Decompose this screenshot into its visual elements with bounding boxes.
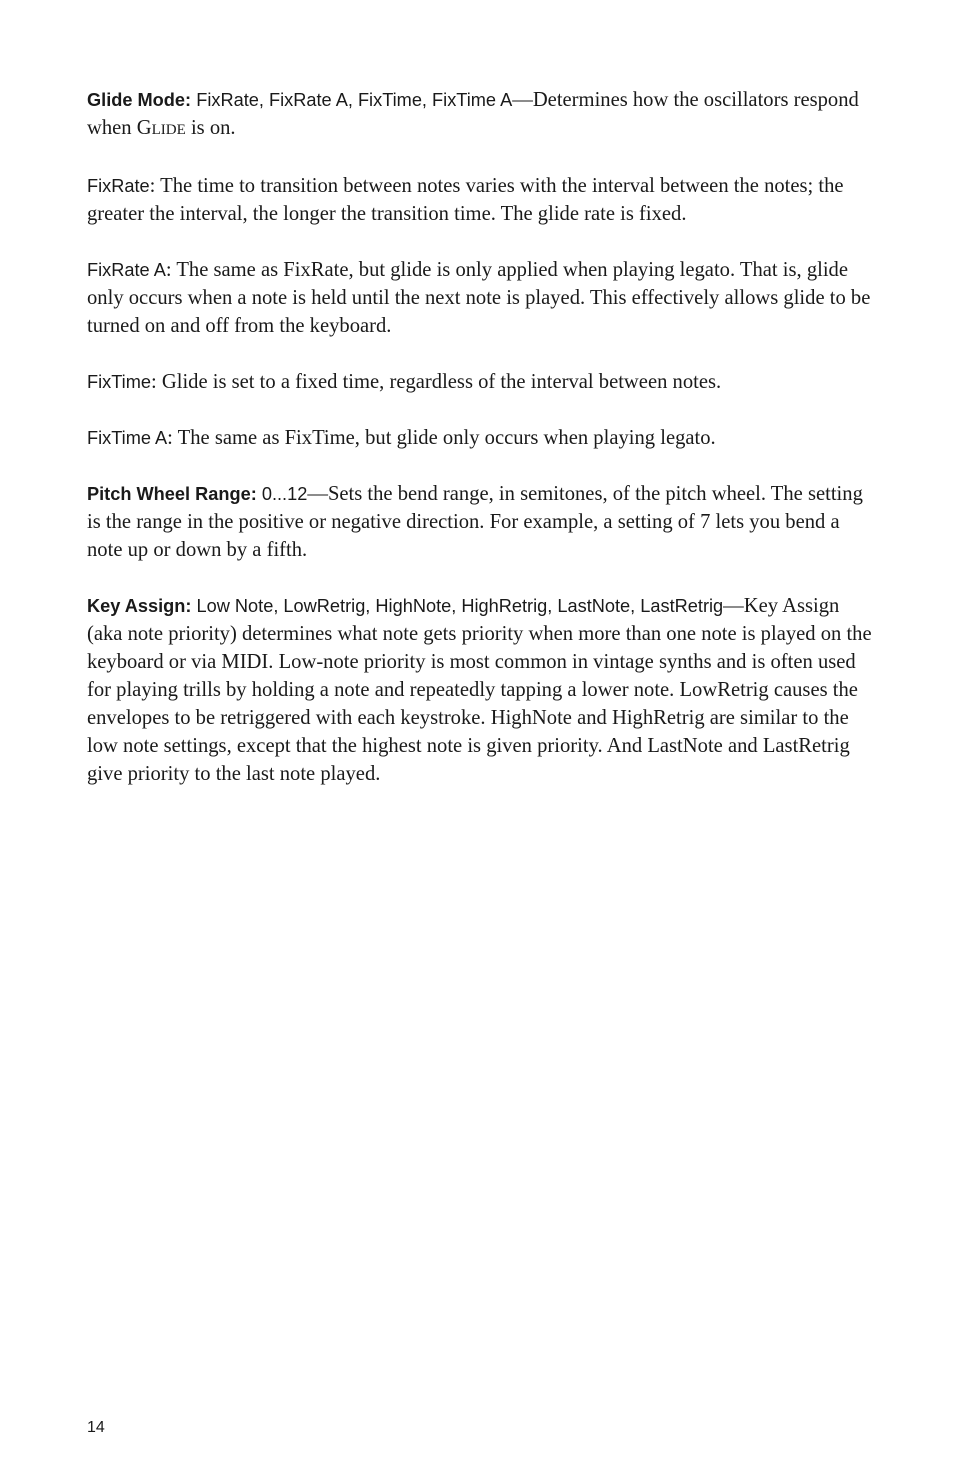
fixrate-term: FixRate (87, 176, 150, 196)
key-assign-desc: Key Assign (aka note priority) determines what note gets priority when more than one note is played on the keyboard or via MIDI. Low-note priority is most common in vintage synths and is often used for playing trills by holding a note and repeatedly tapping a lower note. LowRetrig causes the envelopes to be retriggered with each keystroke. HighNote and HighRetrig are similar to the low note settings, except that the highest note is given priority. And LastNote and LastRetrig give priority to the last note played. (87, 595, 872, 785)
fixtime-desc: : Glide is set to a fixed time, regardless of the interval between notes. (150, 371, 722, 393)
fixrate-desc: : The time to transition between notes varies with the interval between the notes; the greater the interval, the longer the transition time. The glide rate is fixed. (87, 175, 844, 225)
key-assign-paragraph (87, 592, 877, 788)
fixtime-a-paragraph (87, 424, 877, 452)
fixrate-a-desc: : The same as FixRate, but glide is only applied when playing legato. That is, glide only occurs when a note is held until the next note is played. This effectively allows glide to be turned on and off from the keyboard. (87, 259, 871, 337)
glide-mode-desc: Determines how the oscillators respond when (87, 89, 859, 139)
page-body (87, 86, 877, 816)
fixtime-a-desc: : The same as FixTime, but glide only occurs when playing legato. (167, 427, 716, 449)
pitch-wheel-dash: — (307, 483, 328, 505)
pitch-wheel-paragraph (87, 480, 877, 564)
fixtime-a-term: FixTime A (87, 428, 168, 448)
page-number: 14 (87, 1419, 105, 1436)
fixtime-paragraph (87, 368, 877, 396)
fixrate-paragraph (87, 172, 877, 228)
glide-mode-paragraph (87, 86, 877, 144)
pitch-wheel-options: 0...12 (256, 484, 308, 504)
glide-mode-desc-end: is on. (185, 117, 236, 139)
fixrate-a-term: FixRate A (87, 260, 166, 280)
key-assign-dash: — (723, 595, 744, 617)
glide-mode-label: Glide Mode: (87, 90, 192, 110)
fixrate-a-paragraph (87, 256, 877, 340)
key-assign-options: Low Note, LowRetrig, HighNote, HighRetrig, LastNote, LastRetrig (191, 596, 724, 616)
glide-smallcaps-initial: G (136, 117, 152, 139)
glide-mode-dash: — (512, 89, 533, 111)
fixtime-term: FixTime (87, 372, 151, 392)
key-assign-label: Key Assign: (87, 596, 192, 616)
pitch-wheel-label: Pitch Wheel Range: (87, 484, 257, 504)
glide-mode-options: FixRate, FixRate A, FixTime, FixTime A (196, 90, 513, 110)
glide-smallcaps-rest: LIDE (151, 122, 186, 138)
pitch-wheel-desc: Sets the bend range, in semitones, of the pitch wheel. The setting is the range in the positive or negative direction. For example, a setting of 7 lets you bend a note up or down by a fifth. (87, 483, 863, 561)
